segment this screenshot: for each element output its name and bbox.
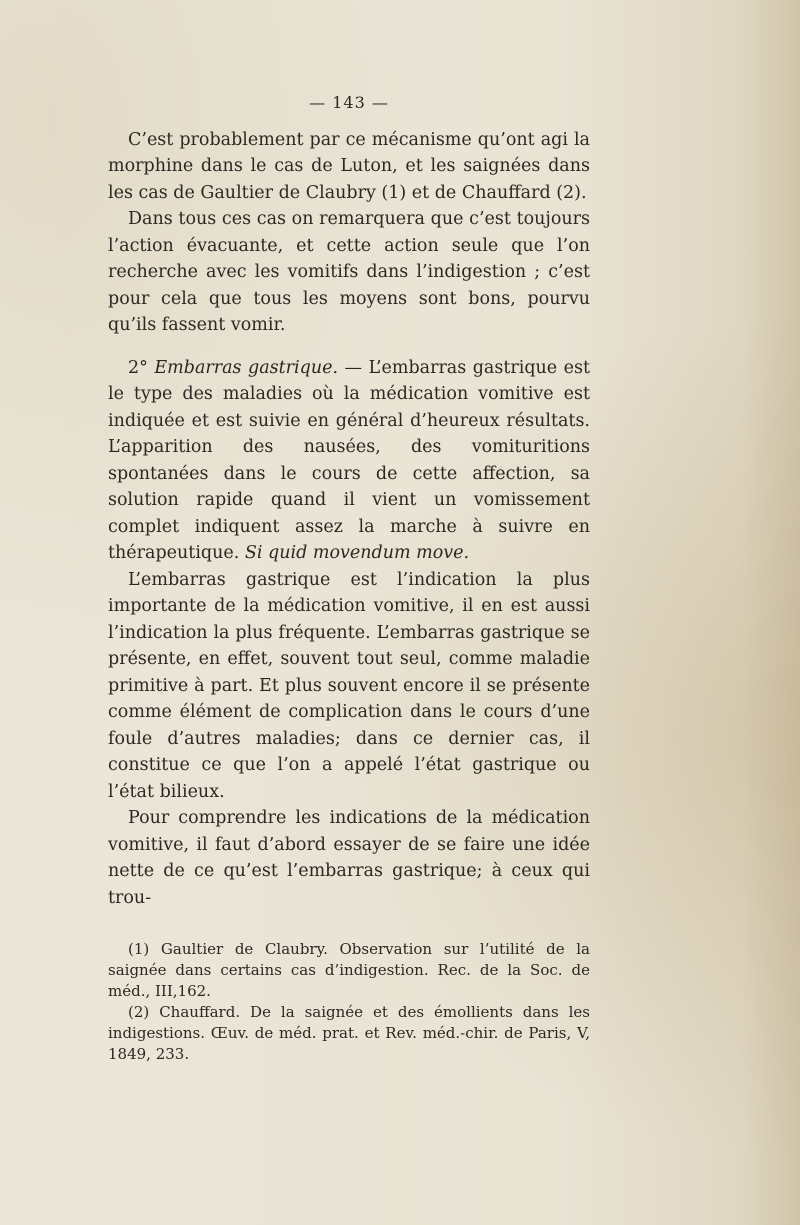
section-number: 2° (128, 357, 148, 378)
section-title: Embarras gastrique. (154, 357, 339, 378)
paragraph-indication: L’embarras gastrique est l’indication la plus importante de la médication vomitive, il en est aussi l’indication la plus fréquente. L’embarras gastrique se présente, en effet, souvent tout seul, comme maladie primitive à part. Et plus souvent encore il se présente comme élément de complication dans le cours d’une foule d’autres maladies; dans ce dernier cas, il constitue ce que l’on a appelé l’état gastrique ou l’état bilieux. (108, 569, 590, 802)
page-text-block (108, 90, 590, 1065)
footnote-1: (1) Gaultier de Claubry. Observation sur l’utilité de la saignée dans certains cas d’indigestion. Rec. de la Soc. de méd., III,162. (108, 940, 590, 1000)
paragraph-understanding: Pour comprendre les indications de la médication vomitive, il faut d’abord essayer de se faire une idée nette de ce qu’est l’embarras gastrique; à ceux qui trou- (108, 808, 590, 908)
latin-maxim: Si quid movendum move. (244, 543, 470, 563)
section-body: — L’embarras gastrique est le type des maladies où la médication vomitive est indiquée et est suivie en général d’heureux résultats. L’apparition des nausées, des vomituritions spontanées dans le cours de cette affection, sa solution rapide quand il vient un vomissement complet indiquent assez la marche à suivre en thérapeutique. (108, 357, 590, 563)
footnotes (108, 939, 590, 1065)
section-gap (108, 339, 590, 355)
page-number: — 143 — (309, 93, 389, 112)
paragraph-embarras-gastrique (108, 355, 590, 567)
paragraph-mechanism: C’est probablement par ce mécanisme qu’ont agi la morphine dans le cas de Luton, et les saignées dans les cas de Gaultier de Claubry (1) et de Chauffard (2). (108, 129, 590, 203)
page-edge-stain (740, 0, 800, 1225)
footnote-2: (2) Chauffard. De la saignée et des émollients dans les indigestions. Œuv. de méd. prat. et Rev. méd.-chir. de Paris, V, 1849, 233. (108, 1003, 590, 1063)
paragraph-evacuant-action: Dans tous ces cas on remarquera que c’est toujours l’action évacuante, et cette action seule que l’on recherche avec les vomitifs dans l’indigestion ; c’est pour cela que tous les moyens sont bons, pourvu qu’ils fassent vomir. (108, 209, 590, 335)
